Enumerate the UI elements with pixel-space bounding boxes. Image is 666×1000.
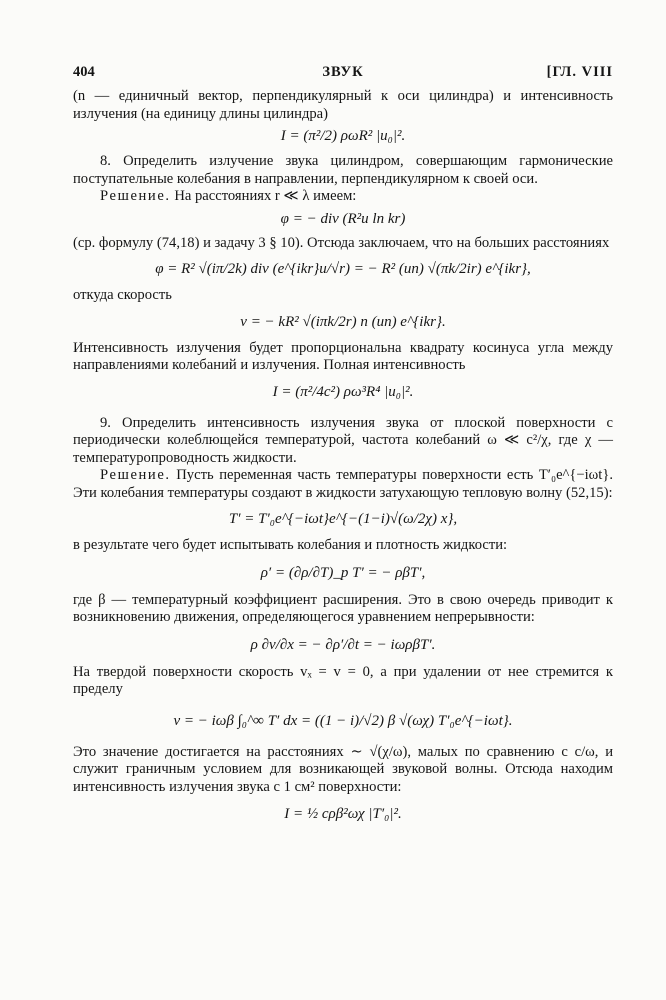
equation: ρ′ = (∂ρ/∂T)_p T′ = − ρβT′, bbox=[260, 564, 426, 581]
paragraph: На твердой поверхности скорость vₓ = v = 0, а при удалении от нее стремится к пределу bbox=[73, 663, 613, 697]
equation: v = − iωβ ∫₀^∞ T′ dx = ((1 − i)/√2) β √(ωχ) T′₀e^{−iωt}. bbox=[173, 712, 513, 729]
page-header bbox=[73, 64, 613, 88]
paragraph: Это значение достигается на расстояниях ∼ √(χ/ω), малых по сравнению с c/ω, и служит граничным условием для возникающей звуковой волны. Отсюда находим интенсивность излучения звука с 1 см² поверхности: bbox=[73, 743, 613, 795]
equation bbox=[73, 128, 613, 145]
paragraph: Интенсивность излучения будет пропорциональна квадрату косинуса угла между направлениями колебаний и излучения. Полная интенсивность bbox=[73, 339, 613, 373]
equation: φ = R² √(iπ/2k) div (e^{ikr}u/√r) = − R² (un) √(πk/2ir) e^{ikr}, bbox=[155, 261, 531, 277]
page-number: 404 bbox=[73, 64, 95, 80]
chapter-label: [ГЛ. VIII bbox=[546, 64, 613, 80]
equation: I = (π²/4c²) ρω³R⁴ |u₀|². bbox=[272, 383, 414, 400]
paragraph: в результате чего будет испытывать колебания и плотность жидкости: bbox=[73, 537, 508, 553]
equation: φ = − div (R²u ln kr) bbox=[280, 210, 406, 227]
problem-statement: 8. Определить излучение звука цилиндром, совершающим гармонические поступательные колебания в направлении, перпендикулярном к своей оси. bbox=[73, 153, 613, 187]
paragraph: (n — единичный вектор, перпендикулярный к оси цилиндра) и интенсивность излучения (на единицу длины цилиндра) bbox=[73, 88, 613, 122]
problem-statement: 9. Определить интенсивность излучения звука от плоской поверхности с периодически колеблющейся температурой, частота колебаний ω ≪ c²/χ, где χ — температуропроводность жидкости. bbox=[73, 414, 613, 466]
paragraph: где β — температурный коэффициент расширения. Это в свою очередь приводит к возникновению движения, определяющегося уравнением непрерывности: bbox=[73, 591, 613, 625]
paragraph: откуда скорость bbox=[73, 287, 172, 303]
equation: v = − kR² √(iπk/2r) n (un) e^{ikr}. bbox=[240, 313, 446, 330]
equation: I = ½ cρβ²ωχ |T′₀|². bbox=[284, 806, 402, 822]
book-page bbox=[73, 64, 613, 823]
paragraph: (ср. формулу (74,18) и задачу 3 § 10). Отсюда заключаем, что на больших расстояниях bbox=[73, 234, 610, 251]
equation: ρ ∂v/∂x = − ∂ρ′/∂t = − iωρβT′. bbox=[250, 636, 436, 653]
equation: T′ = T′₀e^{−iωt}e^{−(1−i)√(ω/2χ) x}, bbox=[228, 511, 458, 527]
solution-label: Решение. bbox=[100, 188, 171, 204]
equation-text: I = (π²/2) ρωR² |u₀|². bbox=[280, 128, 406, 144]
solution-paragraph: Решение. Пусть переменная часть температуры поверхности есть T′₀e^{−iωt}. Эти колебания температуры создают в жидкости затухающую тепловую волну (52,15): bbox=[73, 467, 613, 501]
solution-label: Решение. bbox=[100, 467, 171, 483]
solution-paragraph: Решение. На расстояниях r ≪ λ имеем: bbox=[100, 188, 357, 204]
running-title: ЗВУК bbox=[322, 64, 364, 80]
